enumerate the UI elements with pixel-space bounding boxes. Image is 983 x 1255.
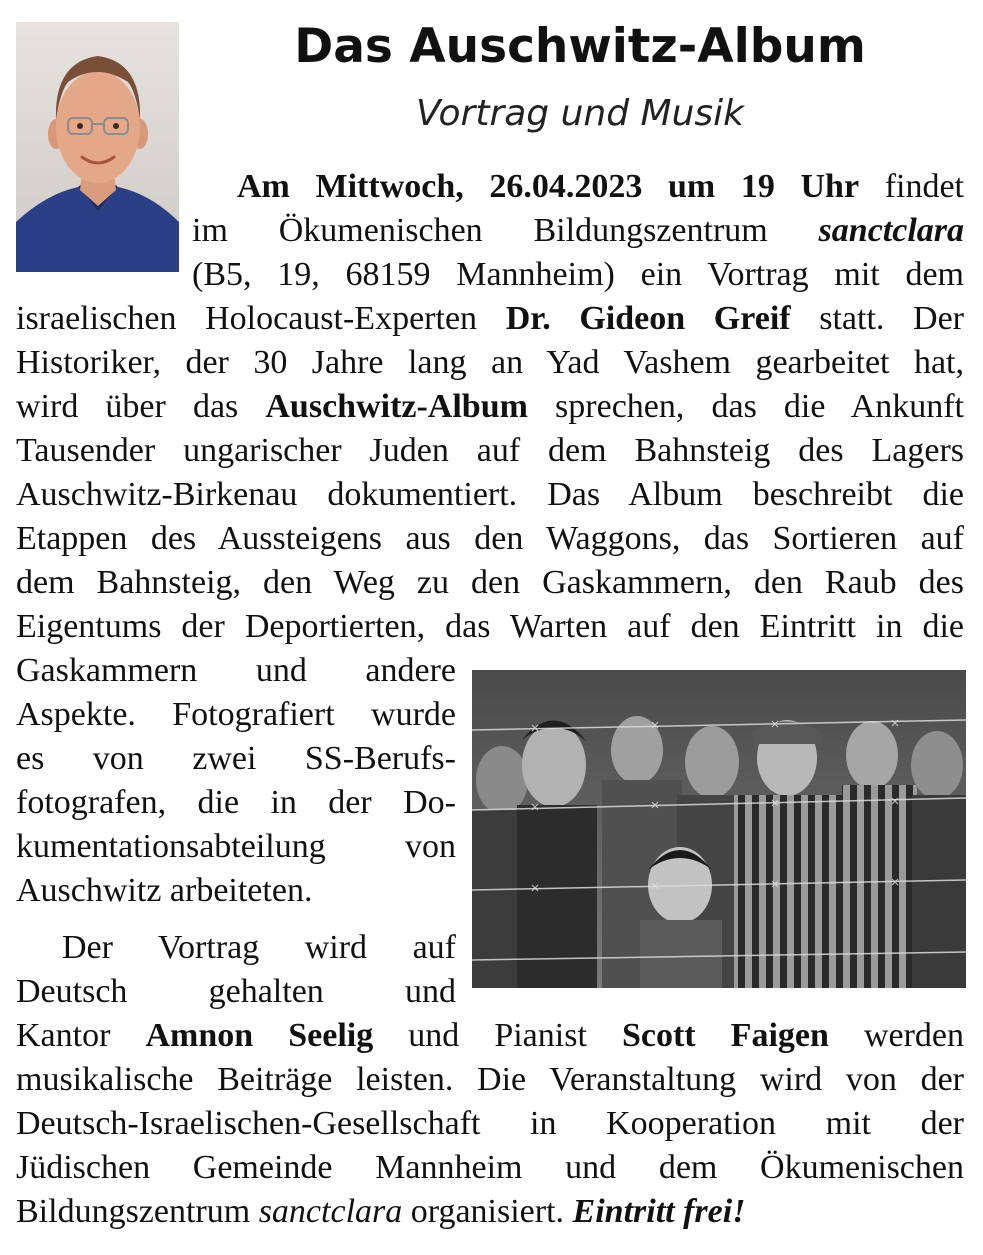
body-line-18: Der Vortrag wird auf xyxy=(62,929,456,966)
body-line-22: Deutsch-Israelischen-Gesellschaft in Kooperation mit der xyxy=(16,1105,964,1142)
pianist-name: Scott Faigen xyxy=(621,1017,829,1054)
body-line-21: musikalische Beiträge leisten. Die Veranstaltung wird von der xyxy=(16,1061,964,1098)
text: werden xyxy=(828,1017,965,1054)
body-line-11: Eigentums der Deportierten, das Warten auf den Eintritt in die xyxy=(16,608,964,645)
body-line-2 xyxy=(192,209,964,253)
body-line-19: Deutsch gehalten und xyxy=(16,973,456,1010)
body-line-14: es von zwei SS-Berufs- xyxy=(16,740,456,777)
date-time: Am Mittwoch, 26.04.2023 um 19 Uhr xyxy=(237,168,860,205)
body-line-10: dem Bahnsteig, den Weg zu den Gaskammern, den Raub des xyxy=(16,564,964,601)
historical-photo xyxy=(472,670,966,988)
speaker-portrait xyxy=(16,22,179,272)
text: sprechen, das die Ankunft xyxy=(527,388,964,425)
page-title: Das Auschwitz-Album xyxy=(294,19,866,74)
text: statt. Der xyxy=(790,300,965,337)
body-line-16: kumentationsabteilung von xyxy=(16,828,456,865)
text: Bildungszentrum xyxy=(16,1193,259,1230)
venue-name: sanctclara xyxy=(258,1193,403,1230)
body-line-7: Tausender ungarischer Juden auf dem Bahnsteig des Lagers xyxy=(16,432,964,469)
venue-name: sanctclara xyxy=(818,212,964,249)
body-line-17: Auschwitz arbeiteten. xyxy=(16,872,313,909)
page-subtitle: Vortrag und Musik xyxy=(415,93,745,134)
portrait-image xyxy=(16,22,179,272)
body-line-1 xyxy=(237,165,964,209)
body-line-8: Auschwitz-Birkenau dokumentiert. Das Album beschreibt die xyxy=(16,476,964,513)
body-line-13: Aspekte. Fotografiert wurde xyxy=(16,696,456,733)
cantor-name: Amnon Seelig xyxy=(145,1017,374,1054)
text: Kantor xyxy=(16,1017,146,1054)
body-line-23: Jüdischen Gemeinde Mannheim und dem Ökumenischen xyxy=(16,1149,964,1186)
speaker-name: Dr. Gideon Greif xyxy=(505,300,791,337)
body-line-6 xyxy=(16,385,964,429)
historical-photo-image xyxy=(472,670,966,988)
text: wird über das xyxy=(16,388,266,425)
body-line-12: Gaskammern und andere xyxy=(16,652,456,689)
text: und Pianist xyxy=(373,1017,622,1054)
body-line-3: (B5, 19, 68159 Mannheim) ein Vortrag mit dem xyxy=(192,256,964,293)
text: im Ökumenischen Bildungszentrum xyxy=(192,212,819,249)
body-line-20 xyxy=(16,1014,964,1058)
free-admission: Eintritt frei! xyxy=(572,1193,746,1230)
body-line-15: fotografen, die in der Do- xyxy=(16,784,456,821)
text: israelischen Holocaust-Experten xyxy=(16,300,506,337)
text: findet xyxy=(859,168,964,205)
body-line-9: Etappen des Aussteigens aus den Waggons, das Sortieren auf xyxy=(16,520,964,557)
album-name: Auschwitz-Album xyxy=(265,388,528,425)
text: organisiert. xyxy=(402,1193,573,1230)
body-line-5: Historiker, der 30 Jahre lang an Yad Vashem gearbeitet hat, xyxy=(16,344,964,381)
body-line-24 xyxy=(16,1190,964,1234)
body-line-4 xyxy=(16,297,964,341)
